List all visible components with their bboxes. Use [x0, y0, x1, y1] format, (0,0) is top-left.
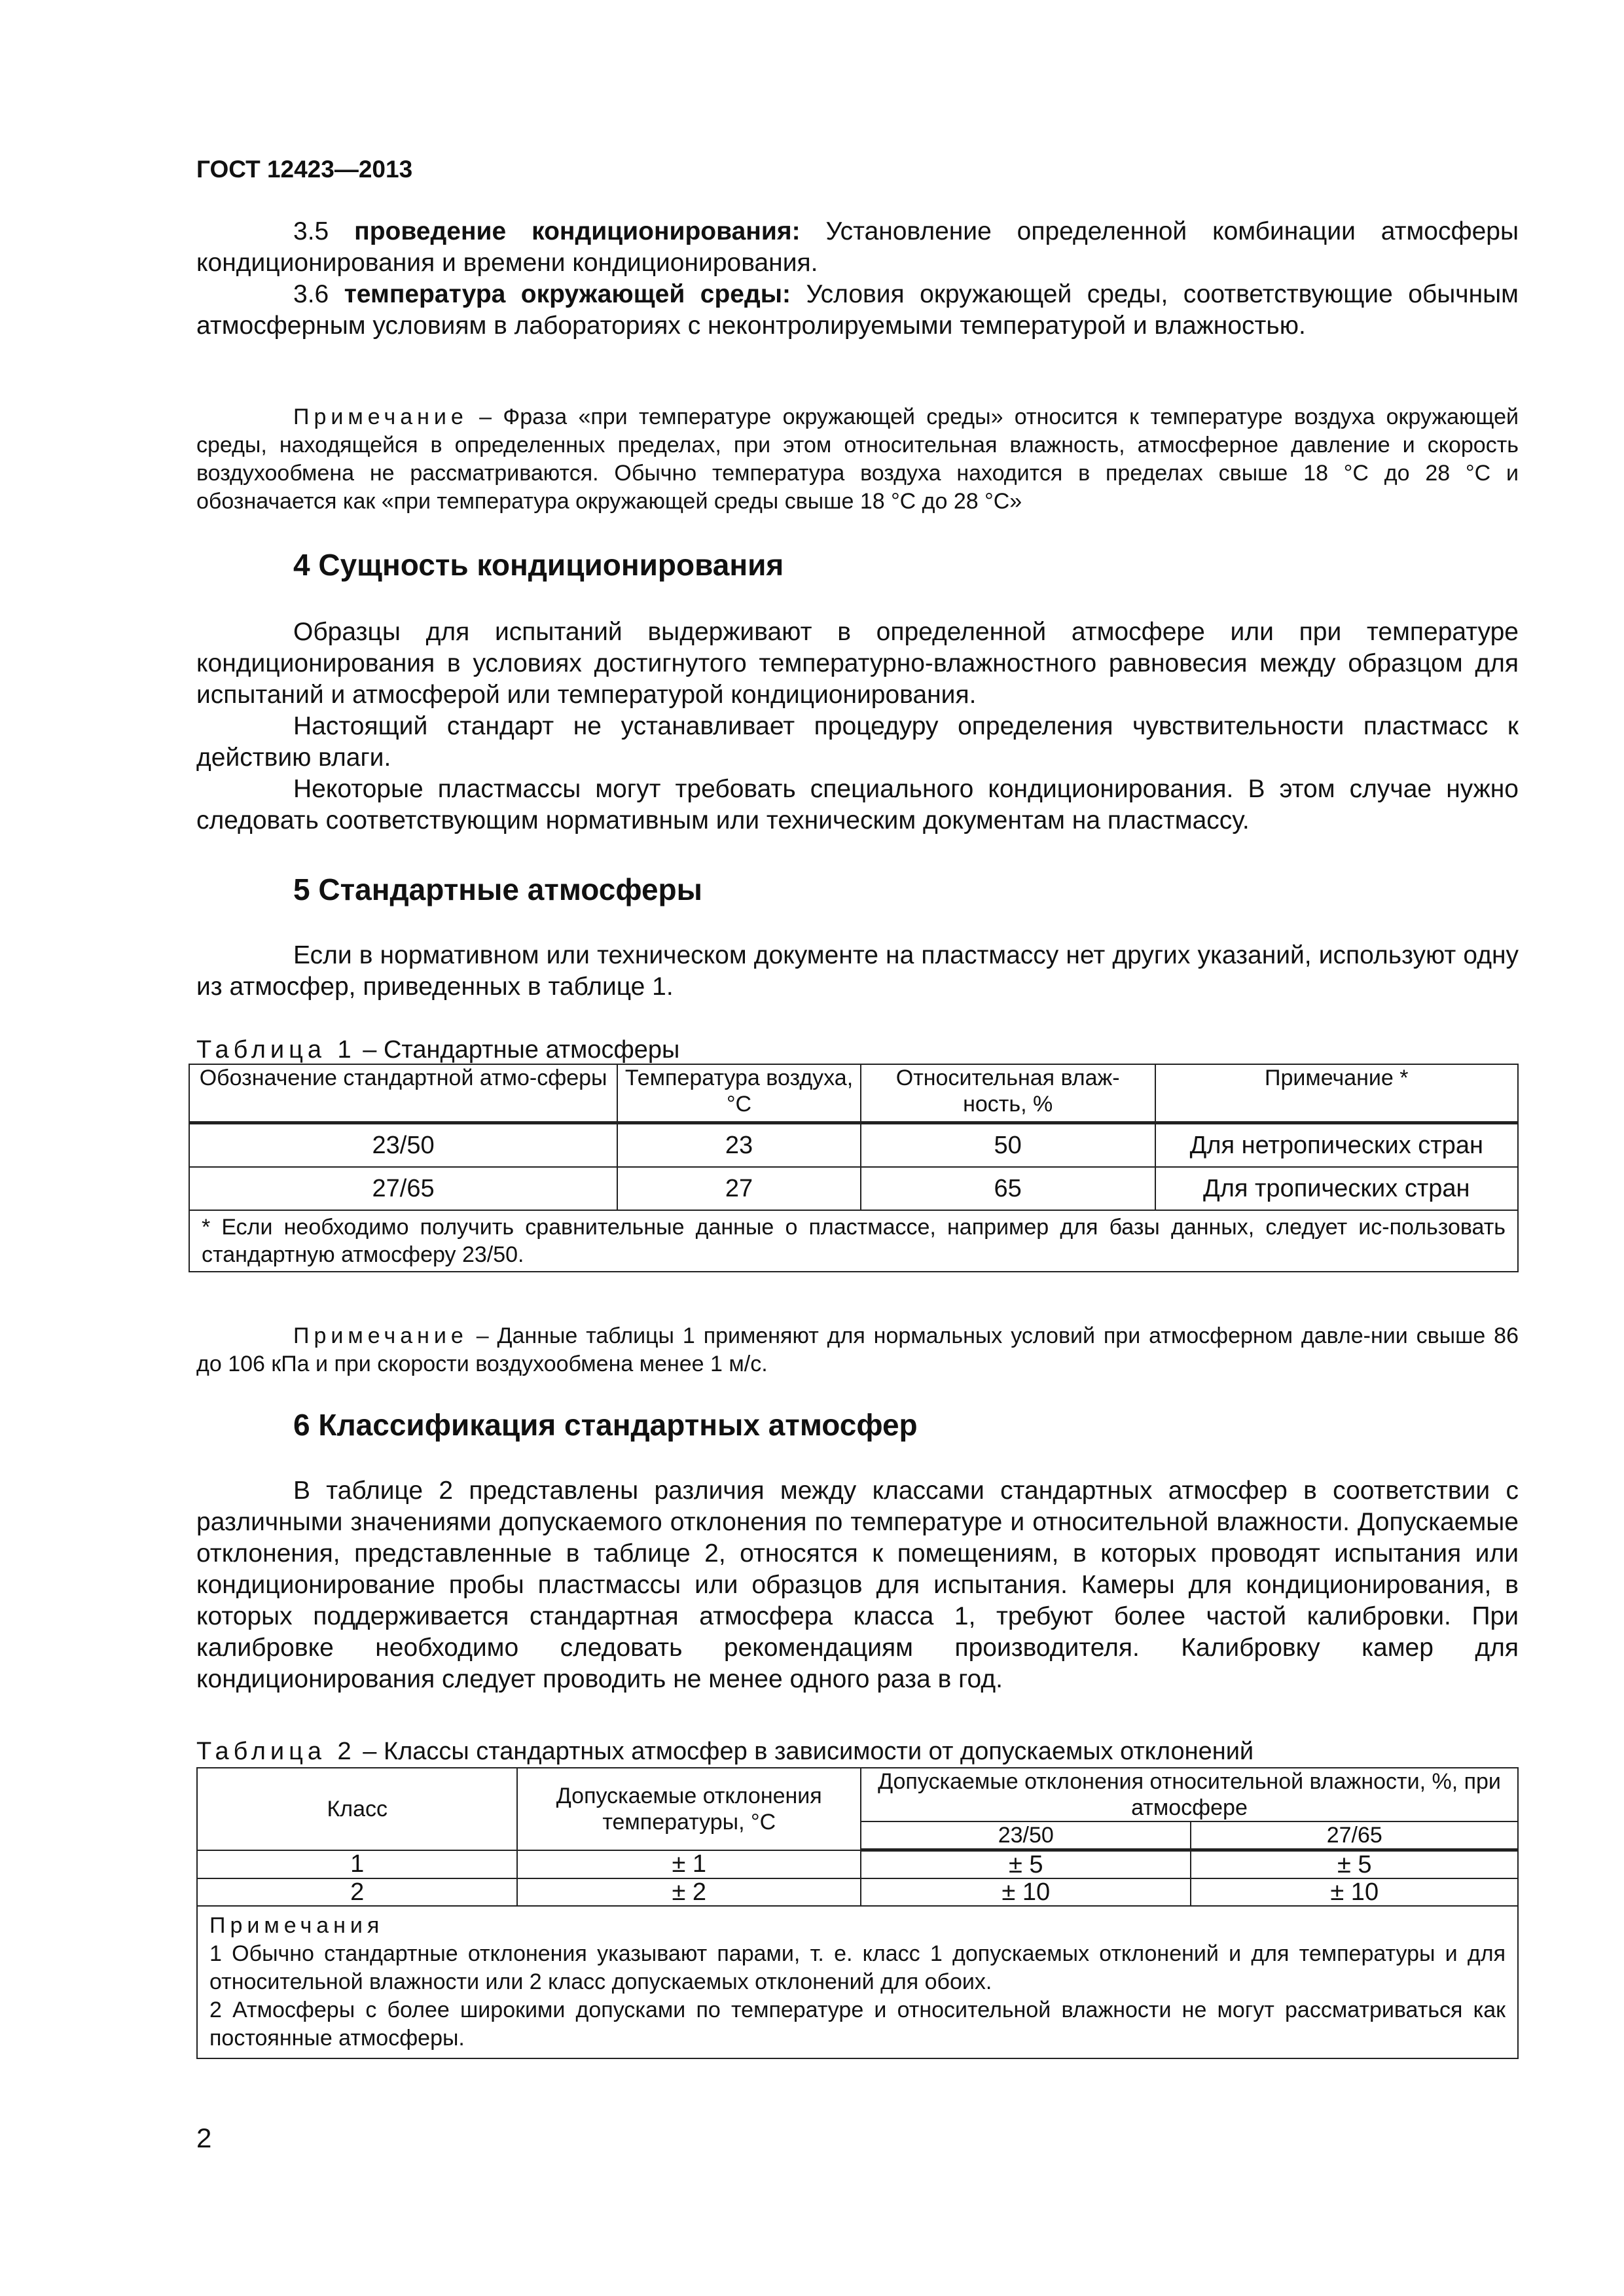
section-5-body	[196, 940, 1519, 1003]
clause-number: 3.5	[293, 217, 329, 245]
section-4-heading: 4 Сущность кондиционирования	[293, 548, 784, 582]
table-note: 2 Атмосферы с более широкими допусками по температуре и относительной влажности не могут рассматриваться как постоянные атмосферы.	[209, 1998, 1506, 2051]
paragraph: Настоящий стандарт не устанавливает процедуру определения чувствительности пластмасс к действию влаги.	[196, 712, 1519, 772]
section-5-heading: 5 Стандартные атмосферы	[293, 872, 702, 906]
clause-text: Установление определенной комбинации атмосферы кондиционирования и времени кондиционирования.	[196, 217, 1519, 277]
table-1	[189, 1064, 1519, 1272]
table-cell: 2	[197, 1878, 517, 1906]
section-6-body	[196, 1475, 1519, 1695]
table-cell: 65	[861, 1167, 1155, 1210]
header-cell: Температура воздуха, °С	[617, 1064, 861, 1123]
paragraph: Образцы для испытаний выдерживают в определенной атмосфере или при температуре кондиционирования в условиях достигнутого температурно-влажностного равновесия между образцом для испытаний и атмосферой или температурой кондиционирования.	[196, 618, 1519, 709]
section-4-body	[196, 617, 1519, 836]
clause-term: проведение кондиционирования:	[354, 217, 801, 245]
table-cell: ± 2	[517, 1878, 861, 1906]
paragraph: В таблице 2 представлены различия между классами стандартных атмосфер в соответствии с различными значениями допускаемого отклонения по температуре и относительной влажности. Допускаемые отклонения, представленные в таблице 2, относятся к помещениям, в которых проводят испытания или кондиционирование пробы пластмассы или образцов для испытания. Камеры для кондиционирования, в которых поддерживается стандартная атмосфера класса 1, требуют более частой калибровки. При калибровке необходимо следовать рекомендациям производителя. Калибровку камер для кондиционирования следует проводить не менее одного раза в год.	[196, 1477, 1519, 1693]
table-row	[189, 1123, 1518, 1168]
table-row	[197, 1878, 1518, 1906]
table-cell: ± 5	[1191, 1850, 1518, 1879]
paragraph: Некоторые пластмассы могут требовать специального кондиционирования. В этом случае нужно следовать соответствующим нормативным или техническим документам на пластмассу.	[196, 775, 1519, 834]
clause-term: температура окружающей среды:	[344, 280, 791, 308]
table-header-row	[197, 1768, 1518, 1821]
header-cell: Примечание *	[1155, 1064, 1519, 1123]
clause-3-6	[196, 279, 1519, 342]
table-2	[196, 1767, 1519, 2059]
note-1	[196, 403, 1519, 516]
note-text: – Данные таблицы 1 применяют для нормальных условий при атмосферном давле-нии свыше 86 до 106 кПа и при скорости воздухообмена менее 1 м/с.	[196, 1323, 1519, 1376]
table-2-caption	[196, 1738, 1519, 1766]
table-header-row	[189, 1064, 1518, 1123]
note-text: – Фраза «при температуре окружающей среды» относится к температуре воздуха окружающей среды, находящейся в определенных пределах, при этом относительная влажность, атмосферное давление и скорость воздухообмена не рассматриваются. Обычно температура воздуха находится в пределах свыше 18 °С до 28 °С и обозначается как «при температура окружающей среды свыше 18 °С до 28 °С»	[196, 404, 1519, 514]
notes-label: Примечания	[209, 1913, 384, 1938]
table-footnote-row	[189, 1210, 1518, 1272]
table-notes-row	[197, 1906, 1518, 2058]
header-cell: Допускаемые отклонения относительной влажности, %, при атмосфере	[861, 1768, 1518, 1821]
note-label: Примечание	[293, 404, 468, 429]
note-label: Примечание	[293, 1323, 468, 1348]
header-cell: 27/65	[1191, 1821, 1518, 1850]
header-cell: Класс	[197, 1768, 517, 1850]
table-cell: ± 10	[861, 1878, 1191, 1906]
section-6-heading: 6 Классификация стандартных атмосфер	[293, 1408, 918, 1442]
table-cell: 50	[861, 1123, 1155, 1168]
table-cell: ± 1	[517, 1850, 861, 1879]
table-footnote: * Если необходимо получить сравнительные данные о пластмассе, например для базы данных, следует ис-пользовать стандартную атмосферу 23/50.	[189, 1210, 1518, 1272]
table-1-caption	[196, 1036, 1519, 1064]
caption-label: Таблица 1	[196, 1036, 356, 1064]
paragraph: Если в нормативном или техническом документе на пластмассу нет других указаний, используют одну из атмосфер, приведенных в таблице 1.	[196, 941, 1519, 1001]
caption-label: Таблица 2	[196, 1738, 356, 1765]
page-number: 2	[196, 2123, 212, 2153]
header-cell: Допускаемые отклонения температуры, °С	[517, 1768, 861, 1850]
table-row	[197, 1850, 1518, 1879]
table-row	[189, 1167, 1518, 1210]
document-code: ГОСТ 12423—2013	[196, 156, 413, 183]
table-cell: 23/50	[189, 1123, 617, 1168]
header-cell: Обозначение стандартной атмо-сферы	[189, 1064, 617, 1123]
table-cell: 23	[617, 1123, 861, 1168]
table-cell: Для нетропических стран	[1155, 1123, 1519, 1168]
table-cell: Для тропических стран	[1155, 1167, 1519, 1210]
table-cell: 27	[617, 1167, 861, 1210]
table-cell: 1	[197, 1850, 517, 1879]
table-note: 1 Обычно стандартные отклонения указывают парами, т. е. класс 1 допускаемых отклонений и для температуры и для относительной влажности или 2 класс допускаемых отклонений для обоих.	[209, 1941, 1506, 1994]
note-2	[196, 1322, 1519, 1378]
caption-text: – Стандартные атмосферы	[363, 1036, 680, 1064]
table-cell: 27/65	[189, 1167, 617, 1210]
table-notes	[197, 1906, 1518, 2058]
clause-text: Условия окружающей среды, соответствующие обычным атмосферным условиям в лабораториях с неконтролируемыми температурой и влажностью.	[196, 280, 1519, 340]
clause-3-5	[196, 216, 1519, 279]
header-cell: Относительная влаж-ность, %	[861, 1064, 1155, 1123]
table-cell: ± 5	[861, 1850, 1191, 1879]
caption-text: – Классы стандартных атмосфер в зависимости от допускаемых отклонений	[363, 1738, 1254, 1765]
header-cell: 23/50	[861, 1821, 1191, 1850]
table-cell: ± 10	[1191, 1878, 1518, 1906]
clause-number: 3.6	[293, 280, 329, 308]
